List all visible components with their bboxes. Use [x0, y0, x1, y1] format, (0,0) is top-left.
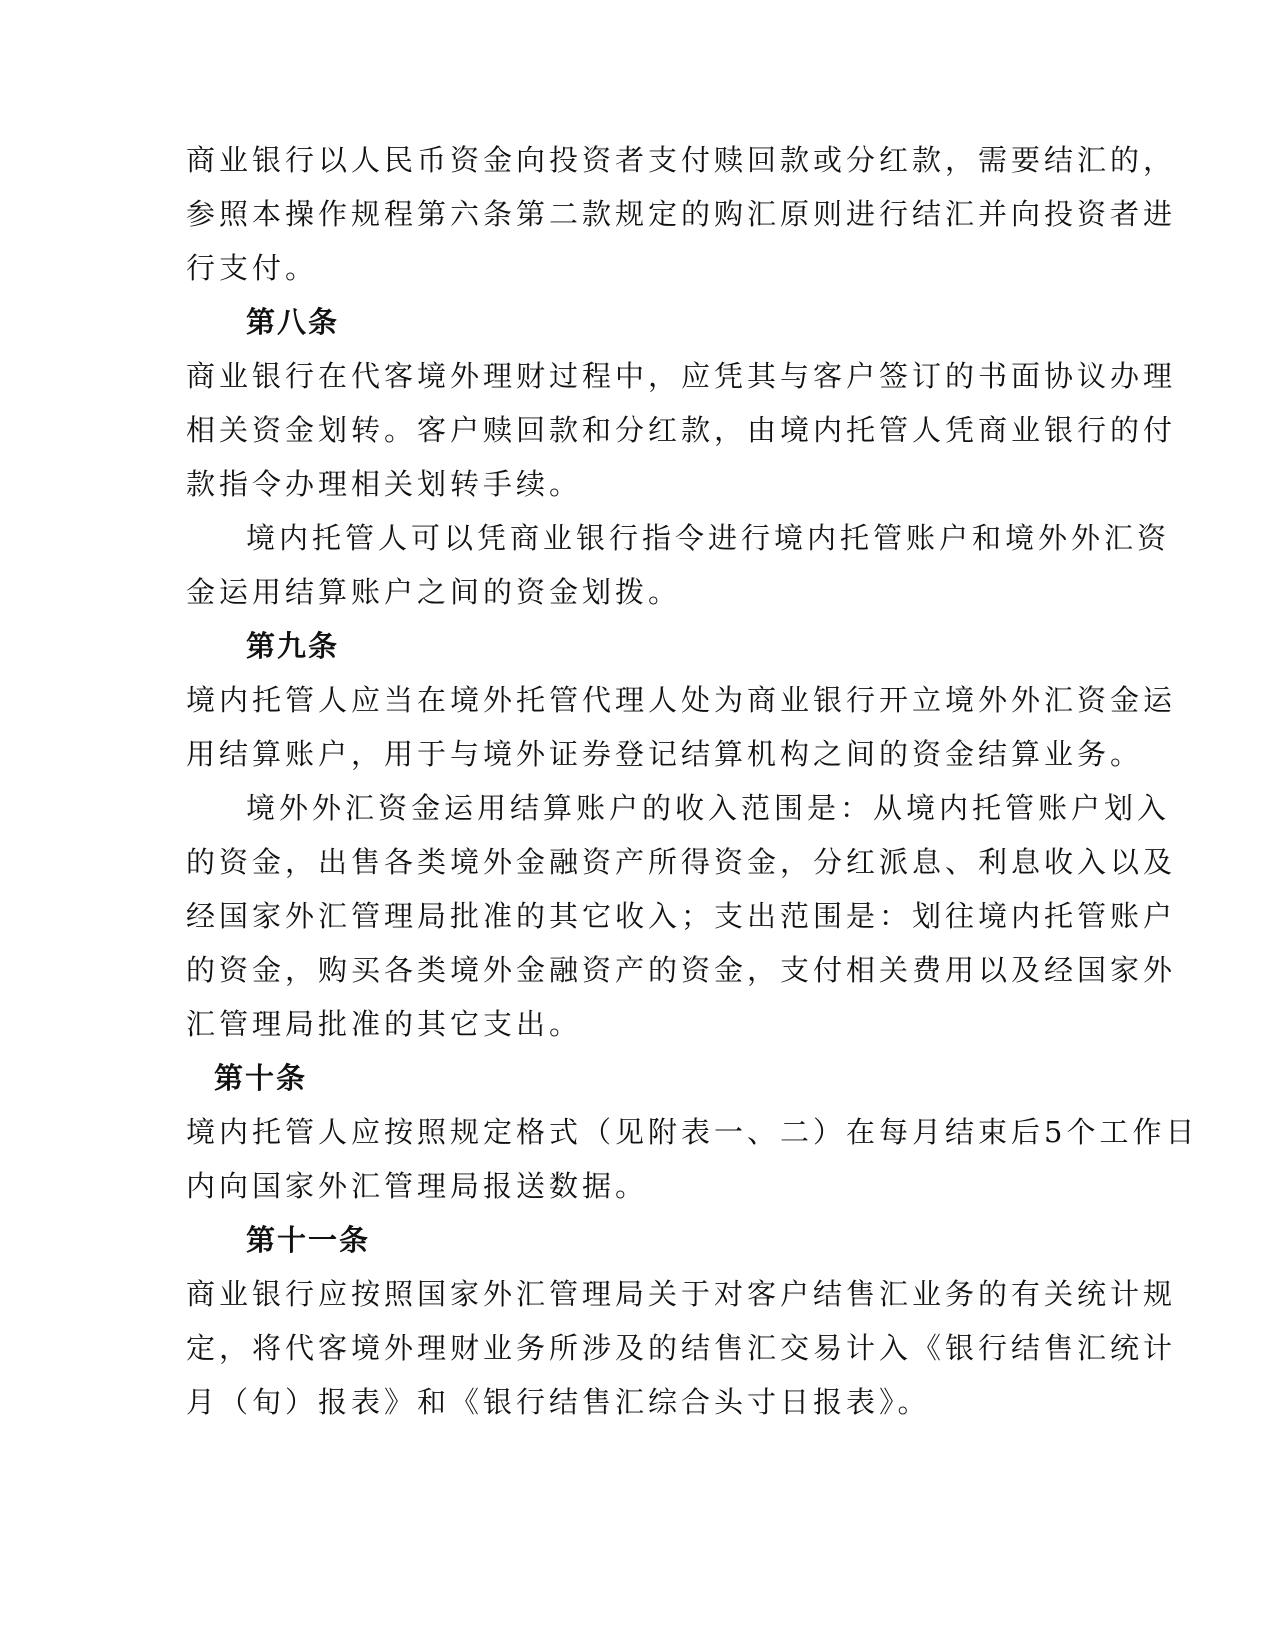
paragraph-line: 参照本操作规程第六条第二款规定的购汇原则进行结汇并向投资者进	[186, 197, 1177, 231]
article-8-heading: 第八条	[246, 305, 340, 339]
paragraph-line: 款指令办理相关划转手续。	[186, 467, 583, 501]
paragraph-line: 境内托管人可以凭商业银行指令进行境内托管账户和境外外汇资	[246, 521, 1171, 555]
paragraph-line: 定，将代客境外理财业务所涉及的结售汇交易计入《银行结售汇统计	[186, 1331, 1177, 1365]
paragraph-line: 经国家外汇管理局批准的其它收入；支出范围是：划往境内托管账户	[186, 899, 1177, 933]
paragraph-line: 金运用结算账户之间的资金划拨。	[186, 575, 682, 609]
paragraph-line: 的资金，购买各类境外金融资产的资金，支付相关费用以及经国家外	[186, 953, 1177, 987]
paragraph-line: 境内托管人应当在境外托管代理人处为商业银行开立境外外汇资金运	[186, 683, 1177, 717]
paragraph-line: 境外外汇资金运用结算账户的收入范围是：从境内托管账户划入	[246, 791, 1171, 825]
article-9-heading: 第九条	[246, 629, 340, 663]
paragraph-line: 汇管理局批准的其它支出。	[186, 1007, 583, 1041]
article-10-heading: 第十条	[214, 1061, 308, 1095]
paragraph-line: 月（旬）报表》和《银行结售汇综合头寸日报表》。	[186, 1385, 931, 1419]
paragraph-line: 行支付。	[186, 251, 319, 285]
paragraph-line: 商业银行以人民币资金向投资者支付赎回款或分红款，需要结汇的，	[186, 143, 1177, 177]
paragraph-line: 用结算账户，用于与境外证券登记结算机构之间的资金结算业务。	[186, 737, 1144, 771]
paragraph-line: 相关资金划转。客户赎回款和分红款，由境内托管人凭商业银行的付	[186, 413, 1177, 447]
article-11-heading: 第十一条	[246, 1223, 371, 1257]
paragraph-line: 内向国家外汇管理局报送数据。	[186, 1169, 649, 1203]
paragraph-line: 的资金，出售各类境外金融资产所得资金，分红派息、利息收入以及	[186, 845, 1177, 879]
paragraph-line: 境内托管人应按照规定格式（见附表一、二）在每月结束后5个工作日	[186, 1115, 1199, 1149]
paragraph-line: 商业银行应按照国家外汇管理局关于对客户结售汇业务的有关统计规	[186, 1277, 1177, 1311]
paragraph-line: 商业银行在代客境外理财过程中，应凭其与客户签订的书面协议办理	[186, 359, 1177, 393]
